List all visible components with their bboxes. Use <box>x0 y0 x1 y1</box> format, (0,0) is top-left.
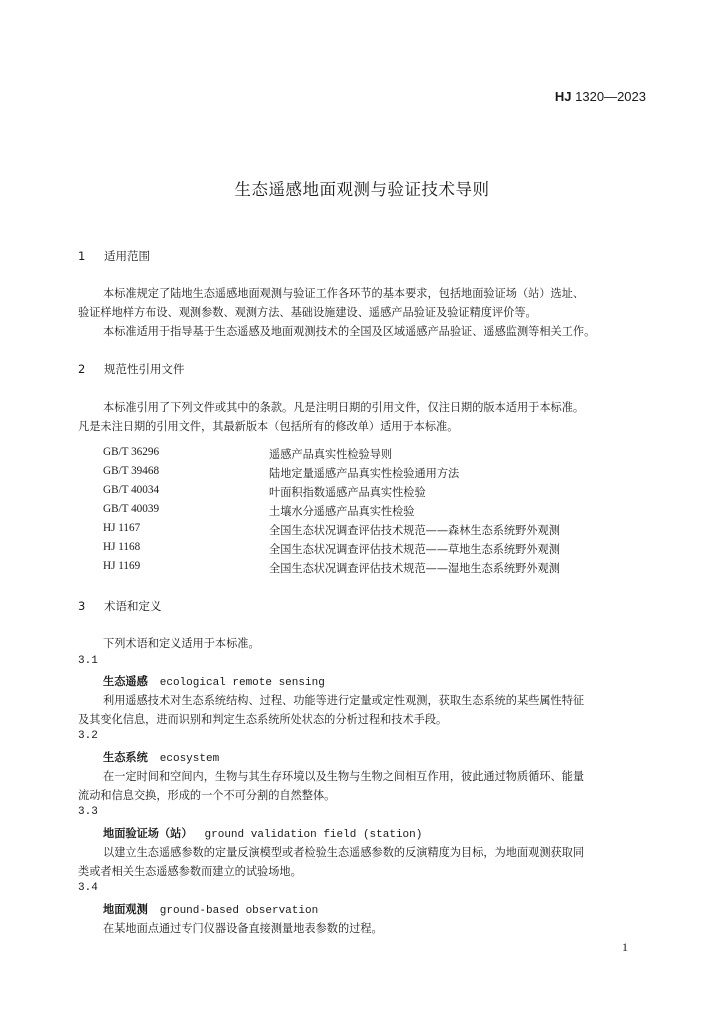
clause-number: 3.2 <box>78 730 98 742</box>
term-heading <box>103 825 422 841</box>
standard-number: 1320—2023 <box>575 89 646 104</box>
term-heading <box>103 749 219 765</box>
ref-code: GB/T 40039 <box>103 503 160 515</box>
section-title: 规范性引用文件 <box>104 362 185 376</box>
clause-number: 3.4 <box>78 882 98 894</box>
term-definition-line-2: 流动和信息交换，形成的一个不可分割的自然整体。 <box>78 789 336 802</box>
ref-title: 土壤水分遥感产品真实性检验 <box>269 505 415 518</box>
ref-title: 叶面积指数遥感产品真实性检验 <box>269 486 426 499</box>
scope-paragraph-1-line-1: 本标准规定了陆地生态遥感地面观测与验证工作各环节的基本要求，包括地面验证场（站）选址、 <box>103 287 585 300</box>
clause-number: 3.1 <box>78 655 98 667</box>
ref-code: HJ 1168 <box>103 541 141 553</box>
term-en: ground-based observation <box>159 905 319 917</box>
term-zh: 生态遥感 <box>103 675 148 688</box>
term-en: ecological remote sensing <box>159 677 325 689</box>
ref-title: 全国生态状况调查评估技术规范——湿地生态系统野外观测 <box>269 562 560 575</box>
ref-title: 全国生态状况调查评估技术规范——森林生态系统野外观测 <box>269 524 560 537</box>
term-definition-line-1: 在某地面点通过专门仪器设备直接测量地表参数的过程。 <box>103 922 383 935</box>
term-definition-line-1: 在一定时间和空间内，生物与其生存环境以及生物与生物之间相互作用，彼此通过物质循环、能量 <box>103 770 585 783</box>
refs-intro-line-2: 凡是未注日期的引用文件，其最新版本（包括所有的修改单）适用于本标准。 <box>78 420 459 433</box>
term-zh: 地面验证场（站） <box>103 827 193 840</box>
term-definition-line-1: 以建立生态遥感参数的定量反演模型或者检验生态遥感参数的反演精度为目标，为地面观测获取同 <box>103 846 585 859</box>
ref-code: HJ 1169 <box>103 560 141 572</box>
section-2-heading <box>78 361 185 377</box>
standard-prefix: HJ <box>554 89 572 104</box>
section-3-heading <box>78 598 162 614</box>
section-number: 1 <box>78 249 86 263</box>
ref-code: HJ 1167 <box>103 522 141 534</box>
document-title: 生态遥感地面观测与验证技术导则 <box>234 180 490 199</box>
term-heading <box>103 901 318 917</box>
terms-intro: 下列术语和定义适用于本标准。 <box>103 637 260 650</box>
ref-code: GB/T 36296 <box>103 446 160 458</box>
term-en: ecosystem <box>159 753 220 765</box>
ref-code: GB/T 40034 <box>103 484 160 496</box>
standard-code <box>555 89 646 104</box>
term-definition-line-2: 及其变化信息，进而识别和判定生态系统所处状态的分析过程和技术手段。 <box>78 713 448 726</box>
scope-paragraph-2: 本标准适用于指导基于生态遥感及地面观测技术的全国及区域遥感产品验证、遥感监测等相关工作。 <box>103 325 596 338</box>
page-number: 1 <box>622 940 628 954</box>
section-number: 2 <box>78 362 86 376</box>
section-title: 适用范围 <box>104 249 150 263</box>
ref-title: 遥感产品真实性检验导则 <box>269 448 393 461</box>
clause-number: 3.3 <box>78 806 98 818</box>
term-zh: 生态系统 <box>103 751 148 764</box>
section-number: 3 <box>78 599 86 613</box>
ref-title: 陆地定量遥感产品真实性检验通用方法 <box>269 467 460 480</box>
ref-title: 全国生态状况调查评估技术规范——草地生态系统野外观测 <box>269 543 560 556</box>
term-definition-line-2: 类或者相关生态遥感参数而建立的试验场地。 <box>78 865 302 878</box>
refs-intro-line-1: 本标准引用了下列文件或其中的条款。凡是注明日期的引用文件，仅注日期的版本适用于本标准。 <box>103 401 585 414</box>
section-title: 术语和定义 <box>104 599 162 613</box>
term-definition-line-1: 利用遥感技术对生态系统结构、过程、功能等进行定量或定性观测，获取生态系统的某些属性特征 <box>103 694 585 707</box>
ref-code: GB/T 39468 <box>103 465 160 477</box>
term-en: ground validation field (station) <box>204 829 423 841</box>
scope-paragraph-1-line-2: 验证样地样方布设、观测参数、观测方法、基础设施建设、遥感产品验证及验证精度评价等。 <box>78 306 537 319</box>
term-zh: 地面观测 <box>103 903 148 916</box>
term-heading <box>103 673 325 689</box>
section-1-heading <box>78 248 150 264</box>
